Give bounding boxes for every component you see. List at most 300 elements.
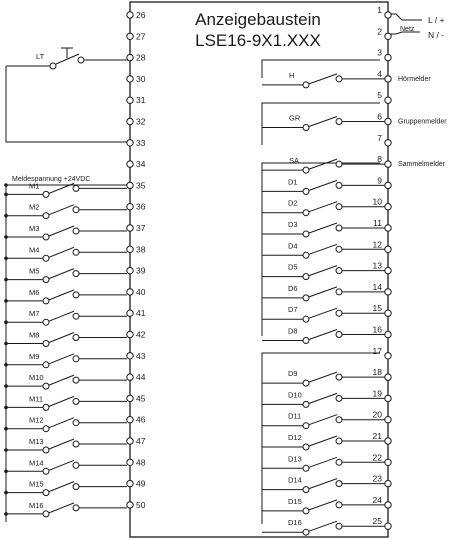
terminal-label: 31 bbox=[136, 95, 146, 106]
terminal-label: 34 bbox=[136, 159, 146, 170]
display-switch-d14 bbox=[262, 473, 385, 493]
display-switch-d5 bbox=[262, 260, 385, 280]
switch-terminal bbox=[43, 255, 49, 261]
input-switch-m6 bbox=[4, 288, 127, 304]
display-switch-d11 bbox=[262, 409, 385, 429]
switch-terminal bbox=[73, 377, 79, 383]
switch-blade bbox=[49, 290, 74, 300]
input-label: M6 bbox=[29, 287, 40, 297]
terminal-label: 2 bbox=[377, 26, 382, 37]
input-switch-m3 bbox=[4, 224, 127, 240]
display-label: D4 bbox=[288, 241, 298, 251]
display-switch-d15 bbox=[262, 494, 385, 514]
switch-terminal bbox=[336, 225, 342, 231]
terminal-label: 36 bbox=[136, 201, 146, 212]
bus-node bbox=[4, 491, 8, 495]
input-switch-m16 bbox=[4, 501, 127, 517]
switch-terminal bbox=[303, 188, 309, 194]
switch-blade bbox=[309, 244, 337, 254]
input-label: M1 bbox=[29, 181, 40, 191]
terminal-pin-33 bbox=[127, 140, 133, 146]
switch-blade bbox=[49, 418, 74, 428]
input-label: M15 bbox=[29, 479, 44, 489]
terminal-label: 50 bbox=[136, 499, 146, 510]
supply-bus bbox=[4, 176, 130, 522]
switch-terminal bbox=[336, 204, 342, 210]
terminal-pin-44 bbox=[127, 374, 133, 380]
switch-terminal bbox=[73, 271, 79, 277]
bus-node bbox=[4, 363, 8, 367]
terminal-pin-1 bbox=[385, 12, 391, 18]
alarm-switch-gr bbox=[262, 111, 447, 131]
display-label: D1 bbox=[288, 177, 298, 187]
lt-return-wire bbox=[6, 66, 130, 142]
switch-blade bbox=[49, 354, 74, 364]
input-label: M14 bbox=[29, 458, 44, 468]
terminal-label: 33 bbox=[136, 137, 146, 148]
terminal-label: 10 bbox=[372, 196, 382, 207]
switch-terminal bbox=[303, 210, 309, 216]
switch-terminal bbox=[43, 191, 49, 197]
terminal-label: 8 bbox=[377, 154, 382, 165]
switch-terminal bbox=[336, 246, 342, 252]
switch-terminal bbox=[303, 338, 309, 344]
switch-terminal bbox=[43, 213, 49, 219]
display-switch-d6 bbox=[262, 281, 385, 301]
switch-terminal bbox=[73, 185, 79, 191]
switch-terminal bbox=[43, 234, 49, 240]
input-switch-m4 bbox=[4, 245, 127, 261]
display-switches bbox=[262, 177, 385, 535]
input-switch-m12 bbox=[4, 416, 127, 432]
display-label: D16 bbox=[288, 518, 302, 528]
input-label: M5 bbox=[29, 266, 40, 276]
switch-terminal bbox=[43, 362, 49, 368]
switch-terminal bbox=[73, 356, 79, 362]
display-label: D5 bbox=[288, 262, 298, 272]
switch-terminal bbox=[336, 310, 342, 316]
terminal-pin-34 bbox=[127, 161, 133, 167]
terminal-pin-22 bbox=[385, 459, 391, 465]
bus-node bbox=[4, 342, 8, 346]
input-switch-m8 bbox=[4, 331, 127, 347]
bus-node bbox=[4, 406, 8, 410]
terminal-pin-3 bbox=[385, 54, 391, 60]
terminal-label: 1 bbox=[377, 5, 382, 15]
switch-terminal bbox=[303, 529, 309, 535]
switch-blade bbox=[49, 482, 74, 492]
display-label: D3 bbox=[288, 220, 298, 229]
switch-blade bbox=[309, 436, 337, 446]
input-label: M13 bbox=[29, 437, 44, 446]
switch-terminal bbox=[303, 380, 309, 386]
bracket-hoermelder bbox=[262, 60, 380, 78]
switch-blade bbox=[309, 308, 337, 318]
module-body bbox=[130, 2, 388, 537]
switch-terminal bbox=[303, 465, 309, 471]
terminal-pin-20 bbox=[385, 417, 391, 423]
switch-terminal bbox=[336, 374, 342, 380]
supply-label: Meldespannung +24VDC bbox=[12, 176, 91, 183]
terminal-pin-8 bbox=[385, 161, 391, 167]
input-switch-m2 bbox=[4, 203, 127, 219]
terminal-pin-35 bbox=[127, 182, 133, 188]
display-switch-d16 bbox=[262, 518, 385, 535]
terminal-label: 14 bbox=[372, 281, 382, 292]
display-label: D6 bbox=[288, 283, 298, 293]
switch-blade bbox=[49, 205, 74, 215]
terminal-pin-24 bbox=[385, 502, 391, 508]
switch-terminal bbox=[303, 487, 309, 493]
terminal-label: 20 bbox=[372, 409, 382, 420]
input-switch-m5 bbox=[4, 267, 127, 283]
terminal-label: 25 bbox=[372, 516, 382, 527]
terminal-pin-17 bbox=[385, 353, 391, 359]
switch-terminal bbox=[336, 438, 342, 444]
terminal-pin-36 bbox=[127, 204, 133, 210]
terminal-pin-10 bbox=[385, 204, 391, 210]
terminal-pin-32 bbox=[127, 118, 133, 124]
switch-terminal bbox=[73, 462, 79, 468]
terminal-label: 49 bbox=[136, 478, 146, 489]
terminal-label: 13 bbox=[372, 260, 382, 271]
switch-blade bbox=[49, 269, 74, 279]
switch-blade bbox=[309, 159, 337, 169]
terminal-label: 19 bbox=[372, 388, 382, 399]
terminal-label: 46 bbox=[136, 414, 146, 425]
input-switches bbox=[4, 181, 127, 517]
input-label: M12 bbox=[29, 415, 44, 425]
terminal-label: 28 bbox=[136, 52, 146, 63]
display-label: D15 bbox=[288, 496, 302, 506]
bracket-gruppen-sammel bbox=[262, 103, 380, 145]
switch-terminal bbox=[73, 505, 79, 511]
switch-blade bbox=[49, 460, 74, 470]
input-label: M8 bbox=[29, 330, 40, 340]
terminal-pin-38 bbox=[127, 246, 133, 252]
bus-node bbox=[4, 235, 8, 239]
terminal-pin-37 bbox=[127, 225, 133, 231]
switch-terminal bbox=[43, 383, 49, 389]
mains-netz-label: Netz bbox=[400, 26, 415, 33]
alarm-description: Gruppenmelder bbox=[398, 118, 447, 126]
switch-terminal bbox=[43, 298, 49, 304]
switch-terminal bbox=[73, 420, 79, 426]
switch-blade bbox=[309, 500, 337, 510]
terminal-pin-31 bbox=[127, 97, 133, 103]
switch-blade bbox=[309, 457, 337, 467]
switch-terminal bbox=[73, 441, 79, 447]
input-switch-m7 bbox=[4, 309, 127, 325]
switch-terminal bbox=[303, 444, 309, 450]
display-switch-d8 bbox=[262, 324, 385, 344]
switch-blade bbox=[309, 180, 337, 190]
terminal-pin-18 bbox=[385, 374, 391, 380]
terminal-label: 39 bbox=[136, 265, 146, 276]
terminal-label: 7 bbox=[377, 132, 382, 143]
alarm-contact-label: H bbox=[289, 70, 295, 80]
switch-terminal bbox=[73, 292, 79, 298]
switch-blade bbox=[309, 74, 337, 84]
terminal-pin-50 bbox=[127, 502, 133, 508]
switch-terminal bbox=[336, 161, 342, 167]
terminal-pin-46 bbox=[127, 417, 133, 423]
switch-terminal bbox=[336, 417, 342, 423]
terminal-pin-40 bbox=[127, 289, 133, 295]
switch-terminal bbox=[303, 252, 309, 258]
display-label: D12 bbox=[288, 433, 302, 442]
terminal-pin-39 bbox=[127, 267, 133, 273]
lt-switch-circuit bbox=[6, 48, 130, 142]
switch-terminal bbox=[336, 523, 342, 529]
switch-terminal bbox=[336, 502, 342, 508]
terminal-label: 35 bbox=[136, 180, 146, 191]
terminal-label: 44 bbox=[136, 372, 146, 383]
display-switch-d2 bbox=[262, 196, 385, 216]
input-label: M3 bbox=[29, 224, 40, 233]
switch-blade bbox=[49, 503, 74, 513]
input-label: M9 bbox=[29, 351, 40, 361]
display-switch-d13 bbox=[262, 454, 385, 471]
bus-node bbox=[4, 299, 8, 303]
alarm-contact-label: GR bbox=[289, 113, 301, 123]
terminal-pin-25 bbox=[385, 523, 391, 529]
terminal-label: 11 bbox=[373, 218, 382, 228]
terminal-label: 12 bbox=[372, 239, 382, 250]
terminal-label: 32 bbox=[136, 116, 146, 127]
alarm-contact-label: SA bbox=[289, 156, 300, 166]
switch-terminal bbox=[43, 341, 49, 347]
input-label: M10 bbox=[29, 373, 44, 383]
switch-blade bbox=[49, 333, 74, 343]
bus-node bbox=[4, 448, 8, 452]
display-brackets bbox=[262, 163, 380, 524]
lt-terminal-a bbox=[50, 63, 56, 69]
alarm-switch-h bbox=[262, 68, 431, 88]
switch-terminal bbox=[303, 295, 309, 301]
switch-terminal bbox=[73, 335, 79, 341]
terminal-pin-12 bbox=[385, 246, 391, 252]
display-switch-d7 bbox=[262, 305, 385, 322]
switch-terminal bbox=[73, 398, 79, 404]
terminal-pin-15 bbox=[385, 310, 391, 316]
mains-n-label: N / - bbox=[428, 30, 445, 40]
switch-blade bbox=[309, 287, 337, 297]
switch-terminal bbox=[303, 423, 309, 429]
switch-blade bbox=[309, 393, 337, 403]
supply-node bbox=[4, 183, 8, 187]
input-label: M4 bbox=[29, 245, 40, 255]
bracket-group-2 bbox=[262, 353, 380, 524]
terminal-pin-11 bbox=[385, 225, 391, 231]
terminal-pin-19 bbox=[385, 395, 391, 401]
module-title: Anzeigebaustein bbox=[195, 10, 321, 29]
switch-terminal bbox=[336, 481, 342, 487]
input-switch-m11 bbox=[4, 394, 127, 410]
terminal-pin-43 bbox=[127, 353, 133, 359]
bus-node bbox=[4, 384, 8, 388]
switch-blade bbox=[49, 396, 74, 406]
switch-blade bbox=[309, 415, 337, 425]
terminal-pin-48 bbox=[127, 459, 133, 465]
terminal-label: 9 bbox=[377, 175, 382, 186]
alarm-switches bbox=[262, 68, 447, 173]
switch-terminal bbox=[73, 228, 79, 234]
switch-blade bbox=[309, 372, 337, 382]
terminal-label: 22 bbox=[372, 452, 382, 463]
mains-line-l bbox=[388, 14, 422, 20]
switch-terminal bbox=[336, 119, 342, 125]
display-label: D7 bbox=[288, 305, 298, 315]
switch-terminal bbox=[73, 484, 79, 490]
terminal-label: 23 bbox=[372, 473, 382, 484]
terminal-pin-16 bbox=[385, 331, 391, 337]
terminal-pin-41 bbox=[127, 310, 133, 316]
switch-terminal bbox=[303, 125, 309, 131]
alarm-switch-sa bbox=[262, 156, 446, 173]
bus-node bbox=[4, 512, 8, 516]
mains-l-label: L / + bbox=[428, 15, 445, 25]
display-label: D2 bbox=[288, 198, 298, 208]
switch-terminal bbox=[43, 490, 49, 496]
switch-terminal bbox=[303, 231, 309, 237]
terminal-label: 27 bbox=[136, 31, 146, 42]
display-label: D9 bbox=[288, 369, 298, 379]
switch-terminal bbox=[336, 182, 342, 188]
terminal-label: 21 bbox=[372, 431, 382, 441]
switch-blade bbox=[49, 375, 74, 385]
terminal-label: 47 bbox=[136, 436, 146, 446]
alarm-description: Hörmelder bbox=[398, 75, 431, 83]
display-switch-d10 bbox=[262, 390, 385, 407]
switch-terminal bbox=[303, 82, 309, 88]
switch-blade bbox=[49, 439, 74, 449]
input-switch-m9 bbox=[4, 352, 127, 368]
terminal-label: 18 bbox=[372, 367, 382, 378]
switch-blade bbox=[49, 311, 74, 321]
switch-terminal bbox=[336, 332, 342, 338]
switch-blade bbox=[309, 202, 337, 212]
switch-terminal bbox=[43, 426, 49, 432]
terminal-label: 38 bbox=[136, 244, 146, 255]
switch-terminal bbox=[73, 313, 79, 319]
switch-terminal bbox=[336, 289, 342, 295]
switch-terminal bbox=[303, 167, 309, 173]
switch-terminal bbox=[73, 207, 79, 213]
switch-blade bbox=[49, 247, 74, 257]
display-label: D10 bbox=[288, 390, 302, 400]
terminal-label: 40 bbox=[136, 286, 146, 297]
terminal-label: 4 bbox=[377, 68, 382, 79]
switch-blade bbox=[49, 226, 74, 236]
switch-terminal bbox=[303, 274, 309, 280]
bus-node bbox=[4, 427, 8, 431]
terminal-pin-49 bbox=[127, 480, 133, 486]
terminal-pin-2 bbox=[385, 33, 391, 39]
bus-node bbox=[4, 320, 8, 324]
terminal-label: 26 bbox=[136, 10, 146, 20]
bus-node bbox=[4, 470, 8, 474]
lt-label: LT bbox=[36, 52, 45, 61]
switch-terminal bbox=[303, 401, 309, 407]
display-label: D13 bbox=[288, 454, 302, 464]
terminal-pin-42 bbox=[127, 331, 133, 337]
bus-node bbox=[4, 214, 8, 218]
terminal-pin-45 bbox=[127, 395, 133, 401]
switch-blade bbox=[309, 479, 337, 489]
bus-node bbox=[4, 278, 8, 282]
switch-terminal bbox=[73, 249, 79, 255]
terminal-pin-21 bbox=[385, 438, 391, 444]
terminal-pin-30 bbox=[127, 76, 133, 82]
display-switch-d4 bbox=[262, 241, 385, 258]
input-switch-m13 bbox=[4, 437, 127, 453]
switch-blade bbox=[309, 266, 337, 276]
lt-terminal-b bbox=[78, 57, 84, 63]
terminal-label: 16 bbox=[372, 324, 382, 335]
switch-terminal bbox=[336, 459, 342, 465]
terminal-pin-26 bbox=[127, 12, 133, 18]
switch-terminal bbox=[303, 508, 309, 514]
switch-terminal bbox=[43, 447, 49, 453]
input-label: M11 bbox=[29, 394, 44, 404]
display-label: D11 bbox=[288, 411, 302, 421]
terminal-label: 24 bbox=[372, 494, 382, 505]
terminal-label: 6 bbox=[377, 111, 382, 122]
terminal-label: 43 bbox=[136, 350, 146, 361]
switch-terminal bbox=[303, 316, 309, 322]
switch-blade bbox=[309, 223, 337, 233]
switch-terminal bbox=[43, 468, 49, 474]
terminal-label: 17 bbox=[372, 345, 382, 356]
switch-blade bbox=[309, 521, 337, 531]
alarm-description: Sammelmelder bbox=[398, 161, 446, 169]
terminal-pin-9 bbox=[385, 182, 391, 188]
switch-terminal bbox=[43, 404, 49, 410]
terminal-pin-4 bbox=[385, 76, 391, 82]
terminal-label: 37 bbox=[136, 223, 146, 233]
terminal-pin-14 bbox=[385, 289, 391, 295]
display-switch-d3 bbox=[262, 220, 385, 237]
display-label: D14 bbox=[288, 475, 302, 485]
display-label: D8 bbox=[288, 326, 298, 336]
terminal-pin-13 bbox=[385, 267, 391, 273]
terminal-pin-7 bbox=[385, 140, 391, 146]
terminal-label: 30 bbox=[136, 73, 146, 84]
input-label: M16 bbox=[29, 500, 44, 510]
terminal-pin-28 bbox=[127, 54, 133, 60]
display-switch-d12 bbox=[262, 433, 385, 450]
mains-connection bbox=[388, 14, 444, 40]
display-switch-d1 bbox=[262, 177, 385, 194]
terminal-pin-27 bbox=[127, 33, 133, 39]
terminal-label: 3 bbox=[377, 47, 382, 58]
switch-terminal bbox=[336, 395, 342, 401]
terminal-label: 15 bbox=[372, 303, 382, 314]
input-label: M7 bbox=[29, 309, 40, 319]
terminal-label: 45 bbox=[136, 393, 146, 404]
terminal-label: 5 bbox=[377, 90, 382, 101]
input-label: M2 bbox=[29, 202, 40, 212]
terminal-pin-6 bbox=[385, 118, 391, 124]
switch-terminal bbox=[43, 319, 49, 325]
terminal-label: 42 bbox=[136, 329, 146, 340]
input-switch-m10 bbox=[4, 373, 127, 389]
terminal-pin-47 bbox=[127, 438, 133, 444]
input-switch-m15 bbox=[4, 480, 127, 496]
switch-terminal bbox=[336, 268, 342, 274]
input-switch-m1 bbox=[4, 181, 127, 197]
